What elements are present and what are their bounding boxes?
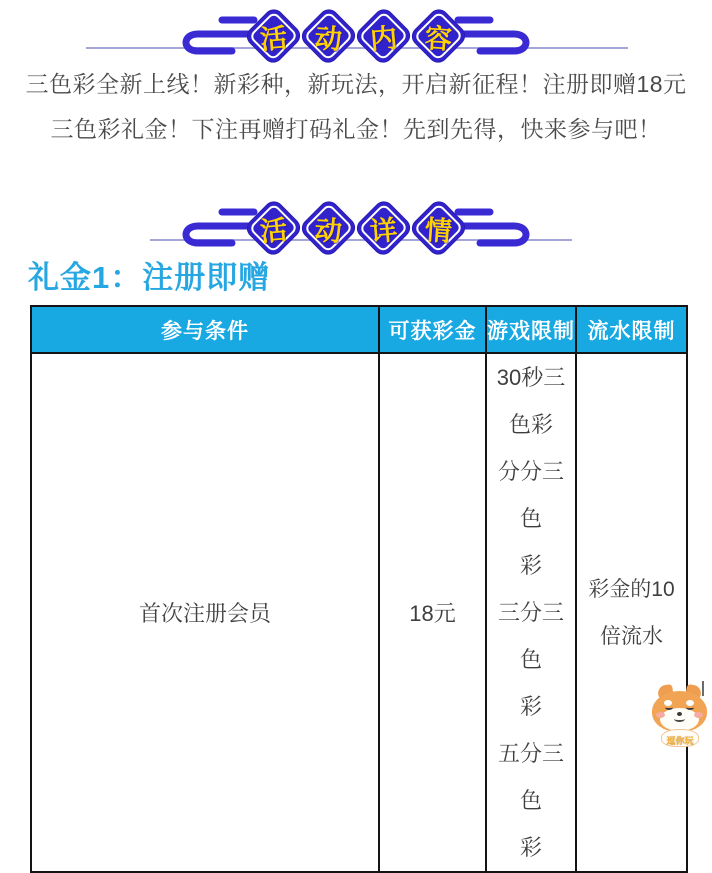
- diamond-char: 详: [368, 214, 399, 247]
- section-title-gift1: 礼金1：注册即赠: [28, 260, 271, 295]
- diamond-char: 动: [313, 22, 343, 55]
- turnover-text: 彩金的10倍流水: [588, 577, 675, 648]
- diamond-char: 活: [258, 214, 289, 247]
- game-restriction-line: 三分三色: [497, 600, 564, 672]
- table-header-row: [31, 306, 687, 353]
- header-game-restriction: 游戏限制: [486, 306, 576, 353]
- mascot-head: [652, 691, 707, 732]
- mascot-eye-left: [665, 705, 673, 710]
- game-restriction-line: 彩: [519, 553, 542, 578]
- table-row: [31, 353, 687, 872]
- intro-paragraph: 三色彩全新上线！新彩种，新玩法，开启新征程！注册即赠18元三色彩礼金！下注再赠打码礼金！先到先得，快来参与吧！: [25, 71, 687, 142]
- diamond-badge: [300, 199, 357, 257]
- mascot-accent-line: [702, 681, 704, 696]
- mascot-blush-right: [694, 712, 703, 718]
- game-restriction-line: 彩: [519, 835, 542, 860]
- diamond-char: 活: [258, 22, 289, 55]
- diamond-badge: [300, 7, 357, 65]
- header-participation-condition: 参与条件: [31, 306, 379, 353]
- diamond-badge: [355, 199, 412, 257]
- diamond-char: 容: [423, 22, 453, 55]
- diamond-char: 情: [423, 214, 453, 247]
- diamond-char: 内: [368, 22, 399, 55]
- diamond-char: 动: [313, 214, 343, 247]
- mascot-mouth: [674, 716, 685, 722]
- banner-diamonds: [246, 199, 466, 257]
- mascot-eye-right: [686, 705, 694, 710]
- diamond-badge: [245, 199, 302, 257]
- diamond-badge: [410, 7, 467, 65]
- game-restriction-line: 30秒三: [496, 365, 566, 390]
- cell-bonus: 18元: [379, 353, 486, 872]
- diamond-badge: [410, 199, 467, 257]
- game-restriction-line: 彩: [519, 694, 542, 719]
- mascot-caption: 逗你玩: [666, 736, 694, 746]
- promo-table: [30, 305, 688, 873]
- header-turnover-restriction: 流水限制: [576, 306, 687, 353]
- header-available-bonus: 可获彩金: [379, 306, 486, 353]
- game-restriction-line: 五分三色: [497, 741, 564, 813]
- diamond-badge: [355, 7, 412, 65]
- diamond-badge: [245, 7, 302, 65]
- banner-diamonds: [246, 7, 466, 65]
- game-restriction-line: 色彩: [508, 412, 553, 437]
- cell-turnover-restriction: [576, 353, 687, 872]
- mascot-blush-left: [656, 712, 665, 718]
- cell-condition: 首次注册会员: [31, 353, 379, 872]
- shiba-mascot-sticker: [649, 682, 711, 748]
- game-restriction-line: 分分三色: [497, 459, 564, 531]
- cell-game-restriction: [486, 353, 576, 872]
